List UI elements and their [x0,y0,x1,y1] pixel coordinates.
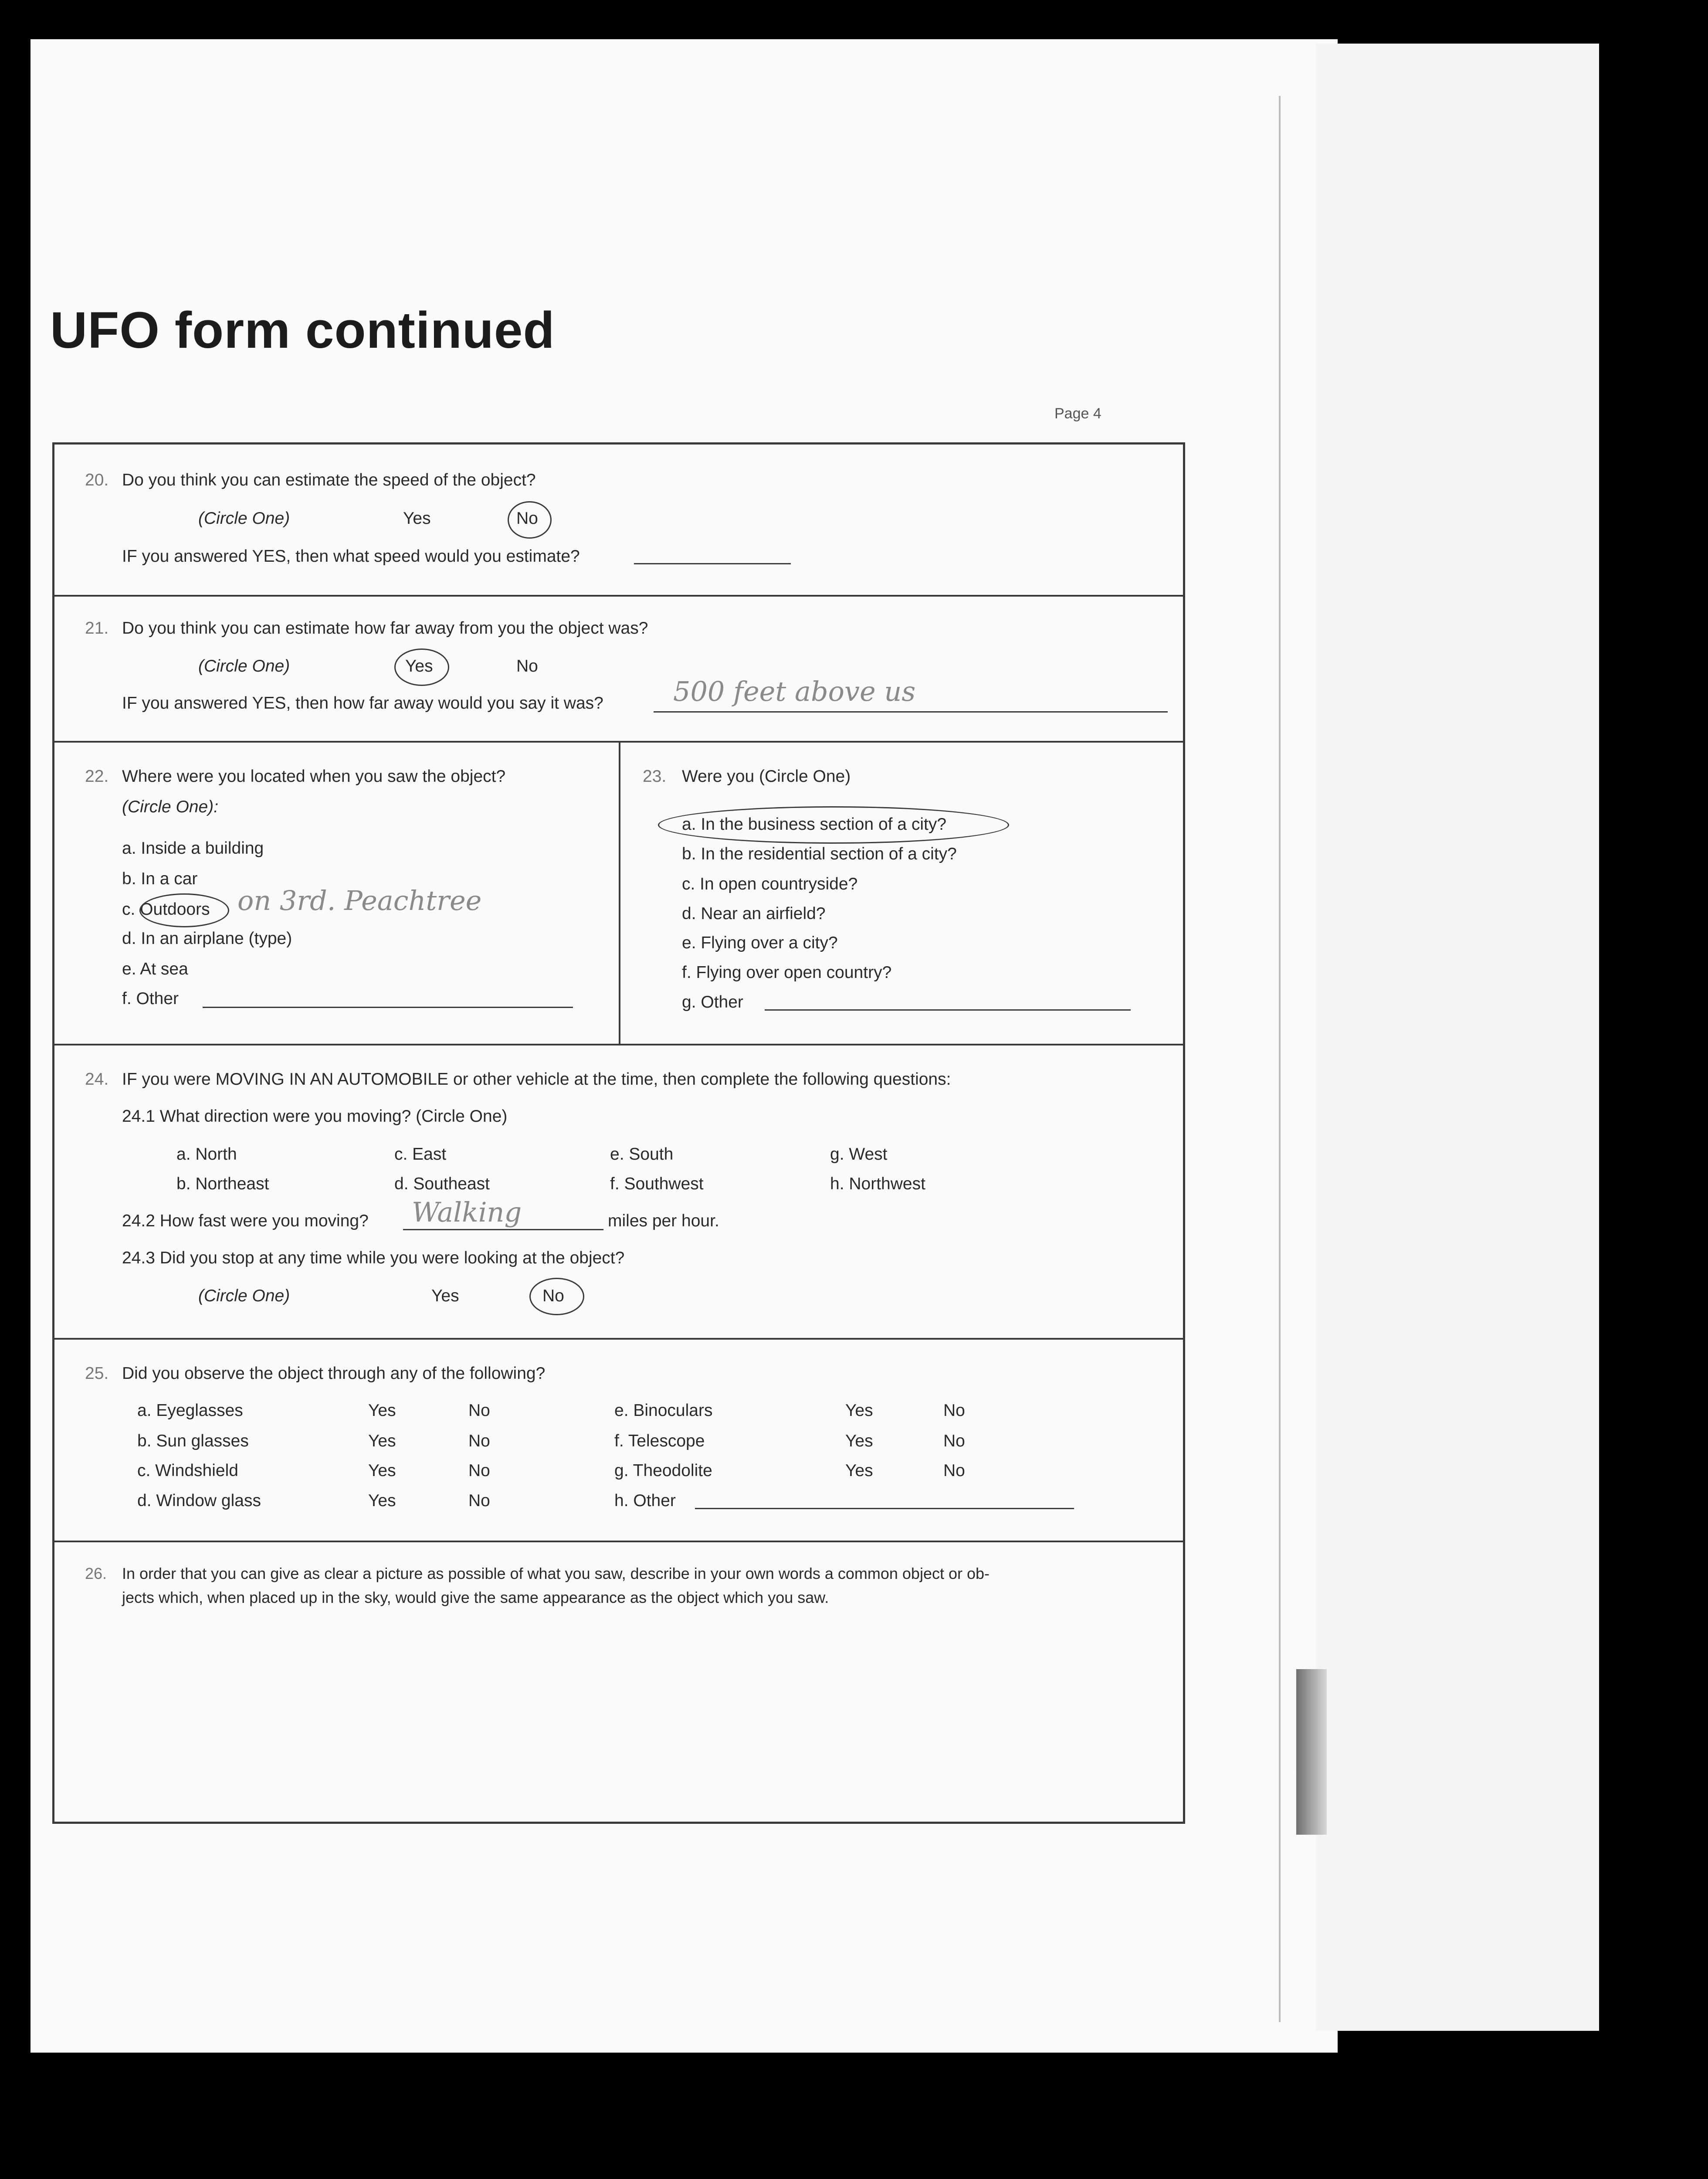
q20-number: 20. [85,471,109,489]
q243-answer-circle [529,1278,584,1315]
q241-south[interactable]: e. South [610,1145,674,1164]
q25-item-h: h. Other [614,1491,676,1510]
q23-option-d[interactable]: d. Near an airfield? [682,904,826,923]
q26-number: 26. [85,1565,107,1582]
q25-g-yes[interactable]: Yes [845,1461,873,1480]
divider [54,595,1183,597]
form-box [52,442,1185,1824]
q23-number: 23. [643,767,667,786]
q241-southeast[interactable]: d. Southeast [394,1174,490,1193]
q20-no[interactable]: No [516,509,538,528]
q20-answer-circle [508,501,552,539]
q25-item-e: e. Binoculars [614,1401,713,1420]
page-edge [1279,96,1281,2022]
column-divider [619,741,620,1044]
q23-option-f[interactable]: f. Flying over open country? [682,963,892,982]
q22-option-f[interactable]: f. Other [122,989,179,1008]
q22-number: 22. [85,767,109,786]
q21-no[interactable]: No [516,657,538,675]
q23-option-b[interactable]: b. In the residential section of a city? [682,845,957,863]
page-number: Page 4 [1054,405,1101,422]
q20-question: Do you think you can estimate the speed of the object? [122,471,536,489]
q20-circle-one: (Circle One) [198,509,290,528]
q23-option-g[interactable]: g. Other [682,993,743,1011]
q25-f-yes[interactable]: Yes [845,1432,873,1450]
q22-option-d[interactable]: d. In an airplane (type) [122,929,292,948]
q243-yes[interactable]: Yes [431,1286,459,1305]
q20-followup: IF you answered YES, then what speed would you estimate? [122,547,580,566]
q22-other-field[interactable] [203,1007,573,1008]
q241-north[interactable]: a. North [176,1145,237,1164]
q21-followup: IF you answered YES, then how far away would you say it was? [122,694,603,713]
q25-a-no[interactable]: No [468,1401,490,1420]
q21-distance-field[interactable] [654,711,1168,713]
q241-southwest[interactable]: f. Southwest [610,1174,704,1193]
q21-circle-one: (Circle One) [198,657,290,675]
q25-f-no[interactable]: No [943,1432,965,1450]
q242-handwritten-answer: Walking [412,1196,522,1228]
q25-item-a: a. Eyeglasses [137,1401,243,1420]
q22-handwritten-answer: on 3rd. Peachtree [237,885,482,916]
q21-answer-circle [394,648,449,686]
q25-e-no[interactable]: No [943,1401,965,1420]
q20-yes[interactable]: Yes [403,509,431,528]
q25-item-g: g. Theodolite [614,1461,712,1480]
q25-item-d: d. Window glass [137,1491,261,1510]
form-title: UFO form continued [50,302,555,359]
q23-option-e[interactable]: e. Flying over a city? [682,933,838,952]
q24-number: 24. [85,1070,109,1089]
q23-option-c[interactable]: c. In open countryside? [682,875,858,893]
q22-circle-one: (Circle One): [122,798,219,816]
q22-option-a[interactable]: a. Inside a building [122,839,264,858]
q25-c-no[interactable]: No [468,1461,490,1480]
q25-b-no[interactable]: No [468,1432,490,1450]
q241-northwest[interactable]: h. Northwest [830,1174,925,1193]
q20-speed-field[interactable] [634,563,791,564]
divider [54,1044,1183,1045]
q25-item-f: f. Telescope [614,1432,705,1450]
q26-line-2: jects which, when placed up in the sky, would give the same appearance as the object which you saw. [122,1588,829,1606]
q22-question: Where were you located when you saw the object? [122,767,506,786]
q243-no[interactable]: No [542,1286,564,1305]
q25-number: 25. [85,1364,109,1383]
q25-item-b: b. Sun glasses [137,1432,249,1450]
q26-line-1: In order that you can give as clear a picture as possible of what you saw, describe in your own words a common object or ob- [122,1565,990,1582]
q26-answer-area[interactable] [122,1621,1159,1804]
q243-question: 24.3 Did you stop at any time while you were looking at the object? [122,1249,625,1267]
q23-option-a[interactable]: a. In the business section of a city? [682,815,947,834]
q25-other-field[interactable] [695,1508,1074,1509]
q25-b-yes[interactable]: Yes [368,1432,396,1450]
q23-other-field[interactable] [765,1009,1131,1011]
q241-question: 24.1 What direction were you moving? (Circle One) [122,1107,508,1126]
q23-answer-circle [658,806,1009,844]
q22-option-c[interactable]: c. Outdoors [122,900,210,919]
q242-speed-field[interactable] [403,1229,603,1230]
q243-circle-one: (Circle One) [198,1286,290,1305]
q25-d-yes[interactable]: Yes [368,1491,396,1510]
q22-answer-circle [139,893,229,927]
q25-item-c: c. Windshield [137,1461,238,1480]
q25-e-yes[interactable]: Yes [845,1401,873,1420]
q21-number: 21. [85,619,109,638]
q21-question: Do you think you can estimate how far away from you the object was? [122,619,648,638]
adjacent-page [1316,44,1599,2031]
q242-question: 24.2 How fast were you moving? [122,1212,369,1230]
q22-option-b[interactable]: b. In a car [122,869,198,888]
q241-northeast[interactable]: b. Northeast [176,1174,269,1193]
q25-question: Did you observe the object through any of the following? [122,1364,546,1383]
q24-question: IF you were MOVING IN AN AUTOMOBILE or other vehicle at the time, then complete the following questions: [122,1070,951,1089]
q242-suffix: miles per hour. [608,1212,719,1230]
divider [54,1338,1183,1340]
q25-a-yes[interactable]: Yes [368,1401,396,1420]
q23-question: Were you (Circle One) [682,767,851,786]
q21-yes[interactable]: Yes [405,657,433,675]
q25-c-yes[interactable]: Yes [368,1461,396,1480]
q25-g-no[interactable]: No [943,1461,965,1480]
q241-east[interactable]: c. East [394,1145,447,1164]
scan-artifact [1296,1669,1327,1835]
q21-handwritten-answer: 500 feet above us [673,675,916,707]
divider [54,1541,1183,1542]
q25-d-no[interactable]: No [468,1491,490,1510]
q22-option-e[interactable]: e. At sea [122,960,188,978]
q241-west[interactable]: g. West [830,1145,888,1164]
